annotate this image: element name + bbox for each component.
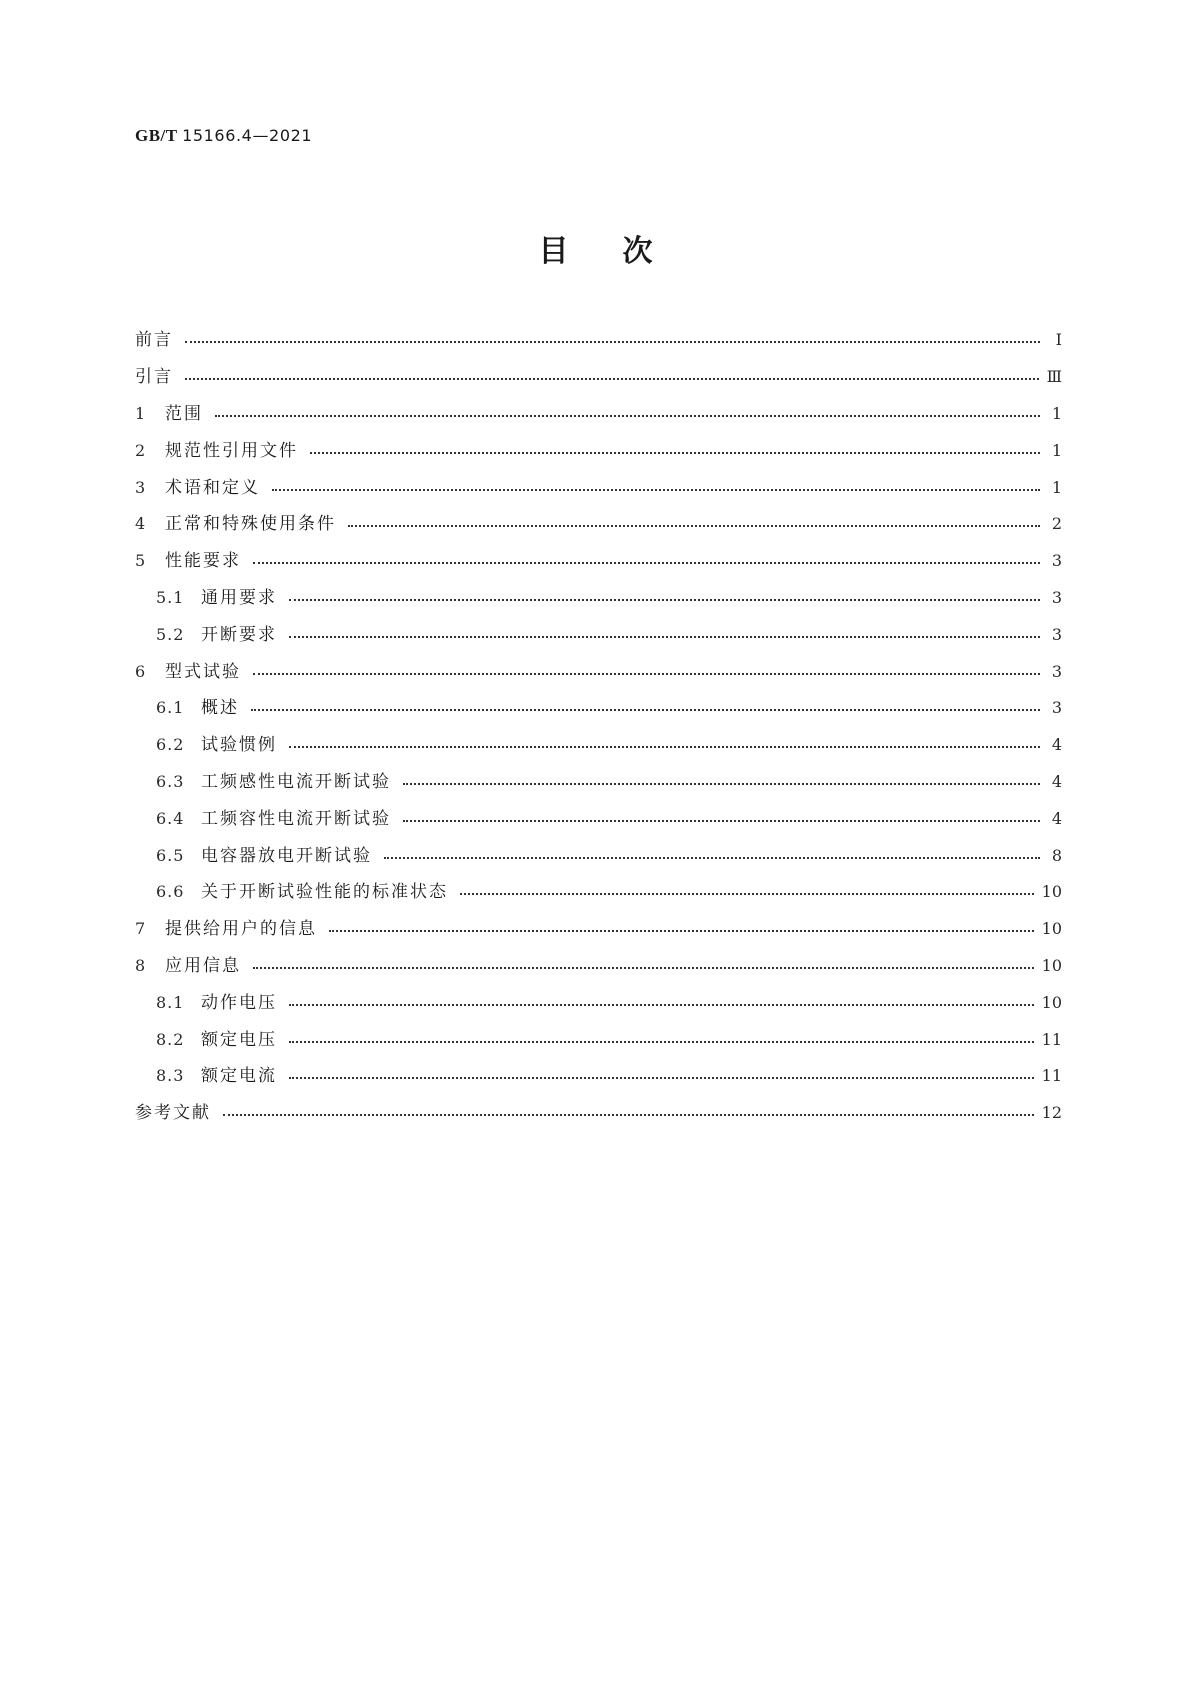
toc-entry-number: 5.1 xyxy=(156,587,185,607)
standard-prefix: GB/T xyxy=(135,126,178,145)
dot-leader xyxy=(253,673,1040,675)
toc-entry-number: 8.3 xyxy=(156,1066,185,1086)
dot-leader xyxy=(289,636,1040,638)
toc-entry-label[interactable]: 前言 xyxy=(135,330,173,351)
dot-leader xyxy=(185,341,1040,343)
toc-entry-label[interactable]: 电容器放电开断试验 xyxy=(201,845,372,866)
toc-entry-label[interactable]: 关于开断试验性能的标准状态 xyxy=(201,882,448,903)
toc-entry-page: 11 xyxy=(1041,1066,1062,1086)
toc-entry-label[interactable]: 参考文献 xyxy=(135,1103,211,1124)
toc-entry-label[interactable]: 开断要求 xyxy=(201,624,277,645)
dot-leader xyxy=(289,1041,1034,1043)
toc-entry[interactable] xyxy=(135,543,1062,580)
toc-entry-page: Ⅲ xyxy=(1046,367,1062,387)
toc-entry-number: 8.2 xyxy=(156,1029,185,1049)
toc-entry-number: 3 xyxy=(135,477,147,497)
toc-entry-number: 8.1 xyxy=(156,992,185,1012)
toc-entry-number: 6 xyxy=(135,661,147,681)
dot-leader xyxy=(185,378,1039,380)
toc-entry[interactable] xyxy=(135,1021,1062,1058)
toc-entry-label[interactable]: 术语和定义 xyxy=(165,477,260,498)
toc-entry-number: 6.1 xyxy=(156,698,185,718)
toc-entry-page: 2 xyxy=(1051,514,1062,534)
toc-entry[interactable] xyxy=(135,1095,1062,1132)
dot-leader xyxy=(348,525,1040,527)
toc-entry-page: 11 xyxy=(1041,1029,1062,1049)
dot-leader xyxy=(253,562,1040,564)
toc-entry-page: 1 xyxy=(1051,403,1062,423)
toc-entry-page: 1 xyxy=(1051,440,1062,460)
toc-entry[interactable] xyxy=(135,911,1062,948)
toc-entry[interactable] xyxy=(135,653,1062,690)
toc-entry-label[interactable]: 试验惯例 xyxy=(201,735,277,756)
dot-leader xyxy=(403,783,1040,785)
toc-entry-page: 3 xyxy=(1051,624,1062,644)
toc-entry-page: 3 xyxy=(1051,551,1062,571)
toc-title: 目次 xyxy=(538,234,707,269)
toc-entry-label[interactable]: 规范性引用文件 xyxy=(165,440,298,461)
dot-leader xyxy=(384,857,1040,859)
toc-entry-number: 8 xyxy=(135,955,147,975)
toc-entry-label[interactable]: 性能要求 xyxy=(165,551,241,572)
toc-entry[interactable] xyxy=(135,616,1062,653)
toc-entry[interactable] xyxy=(135,764,1062,801)
toc-entry[interactable] xyxy=(135,432,1062,469)
toc-entry[interactable] xyxy=(135,984,1062,1021)
toc-entry[interactable] xyxy=(135,469,1062,506)
toc-entry-number: 5.2 xyxy=(156,624,185,644)
toc-entry-number: 6.6 xyxy=(156,882,185,902)
toc-entry-label[interactable]: 概述 xyxy=(201,698,239,719)
toc-entry-label[interactable]: 提供给用户的信息 xyxy=(165,919,317,940)
dot-leader xyxy=(310,452,1040,454)
standard-number xyxy=(135,126,312,146)
toc-entry-page: 10 xyxy=(1041,955,1062,975)
toc-entry-label[interactable]: 应用信息 xyxy=(165,955,241,976)
toc-entry-label[interactable]: 型式试验 xyxy=(165,661,241,682)
toc-entry-number: 5 xyxy=(135,551,147,571)
toc-entry-page: 1 xyxy=(1051,477,1062,497)
toc-entry-page: 12 xyxy=(1041,1103,1062,1123)
toc-entry-page: 4 xyxy=(1051,808,1062,828)
toc-entry-page: 10 xyxy=(1041,992,1062,1012)
toc-entry-page: 3 xyxy=(1051,661,1062,681)
toc-entry[interactable] xyxy=(135,948,1062,985)
toc-entry-label[interactable]: 范围 xyxy=(165,403,203,424)
toc-entry-number: 2 xyxy=(135,440,147,460)
toc-entry-label[interactable]: 引言 xyxy=(135,367,173,388)
dot-leader xyxy=(289,599,1040,601)
toc-entry-number: 6.5 xyxy=(156,845,185,865)
table-of-contents xyxy=(135,322,1062,1132)
toc-entry-page: 4 xyxy=(1051,771,1062,791)
toc-entry[interactable] xyxy=(135,1058,1062,1095)
dot-leader xyxy=(460,893,1034,895)
toc-entry-number: 4 xyxy=(135,514,147,534)
toc-entry[interactable] xyxy=(135,800,1062,837)
toc-entry-label[interactable]: 动作电压 xyxy=(201,992,277,1013)
dot-leader xyxy=(223,1114,1034,1116)
toc-entry-page: 3 xyxy=(1051,698,1062,718)
dot-leader xyxy=(289,1077,1034,1079)
dot-leader xyxy=(251,709,1040,711)
toc-entry-label[interactable]: 额定电压 xyxy=(201,1029,277,1050)
toc-entry[interactable] xyxy=(135,396,1062,433)
toc-entry[interactable] xyxy=(135,727,1062,764)
toc-entry-number: 1 xyxy=(135,403,147,423)
toc-entry-label[interactable]: 通用要求 xyxy=(201,587,277,608)
toc-entry[interactable] xyxy=(135,506,1062,543)
toc-entry[interactable] xyxy=(135,322,1062,359)
dot-leader xyxy=(289,1004,1034,1006)
dot-leader xyxy=(253,967,1034,969)
toc-entry-page: 4 xyxy=(1051,735,1062,755)
toc-entry-page: 3 xyxy=(1051,587,1062,607)
toc-entry-label[interactable]: 工频容性电流开断试验 xyxy=(201,808,391,829)
dot-leader xyxy=(289,746,1040,748)
toc-entry-number: 7 xyxy=(135,919,147,939)
toc-entry-number: 6.2 xyxy=(156,735,185,755)
toc-entry[interactable] xyxy=(135,837,1062,874)
toc-entry-number: 6.4 xyxy=(156,808,185,828)
toc-entry-number: 6.3 xyxy=(156,771,185,791)
toc-entry-page: Ⅰ xyxy=(1055,330,1062,350)
standard-code: 15166.4—2021 xyxy=(182,126,313,145)
toc-entry-page: 8 xyxy=(1051,845,1062,865)
toc-entry[interactable] xyxy=(135,359,1062,396)
toc-entry-label[interactable]: 工频感性电流开断试验 xyxy=(201,771,391,792)
toc-entry[interactable] xyxy=(135,874,1062,911)
toc-entry[interactable] xyxy=(135,690,1062,727)
toc-entry-page: 10 xyxy=(1041,919,1062,939)
toc-entry-page: 10 xyxy=(1041,882,1062,902)
toc-entry-label[interactable]: 正常和特殊使用条件 xyxy=(165,514,336,535)
toc-entry[interactable] xyxy=(135,580,1062,617)
dot-leader xyxy=(215,415,1040,417)
dot-leader xyxy=(329,930,1034,932)
dot-leader xyxy=(272,489,1040,491)
toc-entry-label[interactable]: 额定电流 xyxy=(201,1066,277,1087)
dot-leader xyxy=(403,820,1040,822)
